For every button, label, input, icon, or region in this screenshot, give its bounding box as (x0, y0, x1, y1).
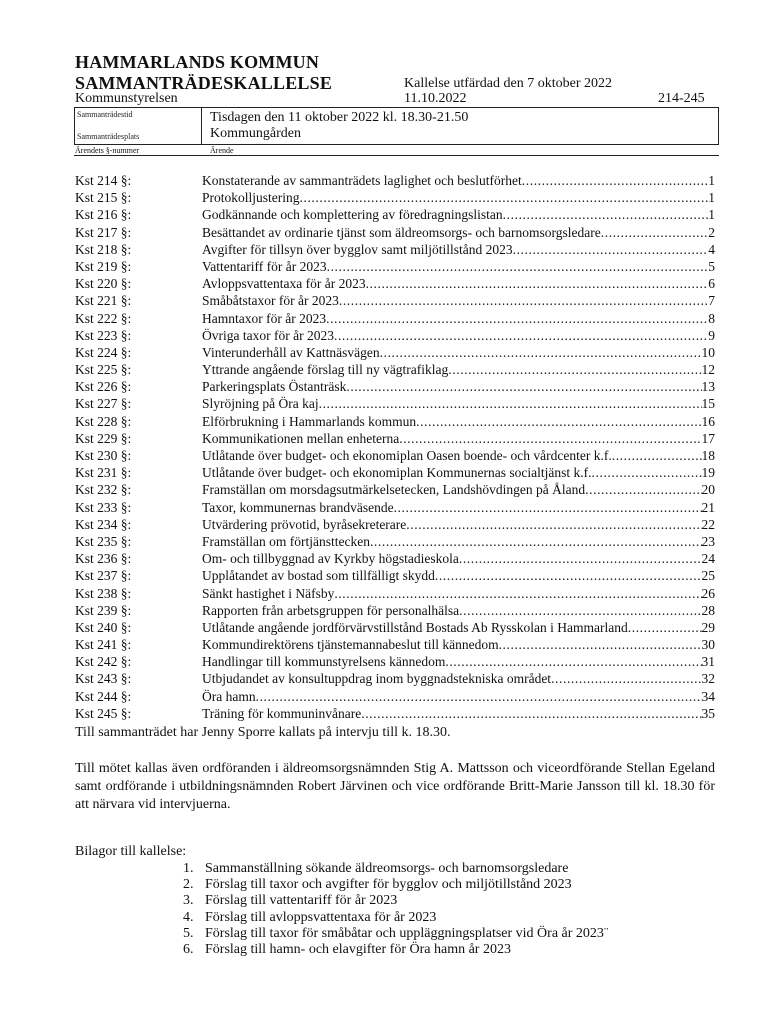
agenda-item-number: Kst 230 §: (75, 448, 132, 463)
agenda-item (75, 258, 715, 275)
leader-dots (435, 567, 702, 584)
agenda-item-title: Godkännande och komplettering av föredragningslistan (202, 207, 503, 223)
invited-note: Till mötet kallas även ordföranden i äldreomsorgsnämnden Stig A. Mattsson och viceordförande Stellan Egeland samt ordförande i utbildningsnämnden Robert Järvinen och vice ordförande Britt-Marie Jansson till kl. 18.30 för att närvara vid intervjuerna. (75, 761, 715, 812)
agenda-item (75, 395, 715, 412)
agenda-item-number: Kst 232 §: (75, 482, 132, 498)
agenda-item-entry (202, 499, 715, 516)
agenda-item-number: Kst 226 §: (75, 379, 132, 395)
attachment-number: 6. (183, 942, 194, 958)
agenda-item-number: Kst 225 §: (75, 362, 132, 378)
agenda-item-page: 21 (701, 499, 715, 515)
agenda-item-number: Kst 214 §: (75, 173, 132, 188)
agenda-item-number: Kst 242 §: (75, 654, 132, 670)
agenda-item-number: Kst 231 §: (75, 465, 132, 481)
leader-dots (406, 516, 701, 533)
agenda-item (75, 378, 715, 395)
agenda-item-entry (202, 533, 715, 550)
agenda-item (75, 533, 715, 550)
document-type: SAMMANTRÄDESKALLELSE (75, 73, 333, 93)
agenda-item-page: 1 (708, 207, 715, 223)
agenda-item (75, 567, 715, 584)
leader-dots (585, 481, 701, 498)
agenda-item-page: 4 (708, 241, 715, 257)
agenda-item-title: Handlingar till kommunstyrelsens kännedom (202, 654, 446, 670)
agenda-item-title: Framställan om förtjänsttecken (202, 533, 370, 549)
agenda-item-page: 18 (701, 448, 715, 463)
leader-dots (256, 688, 702, 705)
agenda-item-entry (202, 206, 715, 223)
agenda-item (75, 653, 715, 670)
leader-dots (370, 533, 702, 550)
agenda-item-entry (202, 292, 715, 309)
leader-dots (503, 206, 709, 223)
agenda-item-number: Kst 241 §: (75, 637, 132, 653)
leader-dots (366, 275, 709, 292)
agenda-item-entry (202, 670, 715, 687)
agenda-item-number: Kst 239 §: (75, 602, 132, 618)
agenda-item-title: Upplåtandet av bostad som tillfälligt skydd (202, 568, 435, 584)
agenda-item (75, 206, 715, 223)
interview-note: Till sammanträdet har Jenny Sporre kallats på intervju till k. 18.30. (75, 725, 451, 740)
agenda-item (75, 464, 715, 481)
leader-dots (394, 499, 702, 516)
attachment-text: Förslag till vattentariff för år 2023 (205, 893, 398, 909)
leader-dots (612, 447, 702, 464)
agenda-item-number: Kst 227 §: (75, 396, 132, 412)
agenda-item-entry (202, 361, 715, 378)
agenda-item-entry (202, 636, 715, 653)
agenda-item-number: Kst 243 §: (75, 671, 132, 687)
attachment-text: Förslag till taxor för småbåtar och uppläggningsplatser vid Öra år 2023¨ (205, 925, 609, 941)
agenda-item-entry (202, 602, 715, 619)
leader-dots (399, 430, 701, 447)
agenda-item-page: 22 (701, 516, 715, 532)
agenda-item (75, 499, 715, 516)
agenda-item (75, 550, 715, 567)
place-value: Kommungården (210, 126, 301, 141)
agenda-item-title: Kommundirektörens tjänstemannabeslut till kännedom (202, 637, 499, 653)
attachment-number: 4. (183, 909, 194, 925)
agenda-item-number: Kst 229 §: (75, 430, 132, 446)
agenda-item (75, 602, 715, 619)
agenda-item-title: Utlåtande över budget- och ekonomiplan Oasen boende- och vårdcenter k.f. (202, 448, 612, 463)
agenda-item-page: 12 (701, 362, 715, 378)
leader-dots (592, 464, 702, 481)
number-column-label: Ärendets §-nummer (75, 146, 140, 155)
agenda-item-number: Kst 235 §: (75, 533, 132, 549)
agenda-item-entry (202, 464, 715, 481)
agenda-item-number: Kst 223 §: (75, 327, 132, 343)
agenda-item-page: 23 (701, 533, 715, 549)
leader-dots (513, 241, 709, 258)
leader-dots (551, 670, 701, 687)
agenda-item-page: 25 (701, 568, 715, 584)
attachments-heading: Bilagor till kallelse: (75, 844, 187, 859)
agenda-item-page: 30 (701, 637, 715, 653)
agenda-item-entry (202, 310, 715, 327)
agenda-item-number: Kst 222 §: (75, 310, 132, 326)
agenda-item (75, 292, 715, 309)
agenda-item-entry (202, 619, 715, 636)
attachment-item (183, 893, 609, 909)
agenda-item-entry (202, 378, 715, 395)
agenda-item-title: Öra hamn (202, 688, 256, 704)
attachments-list (183, 861, 609, 958)
agenda-item-page: 20 (701, 482, 715, 498)
leader-dots (522, 172, 708, 189)
agenda-item-page: 19 (701, 465, 715, 481)
section-range: 214-245 (658, 91, 705, 106)
attachment-number: 1. (183, 861, 194, 876)
attachment-number: 2. (183, 877, 194, 893)
agenda-item-entry (202, 189, 715, 206)
agenda-item-page: 15 (701, 396, 715, 412)
leader-dots (459, 602, 701, 619)
agenda-item (75, 447, 715, 464)
agenda-item-page: 2 (708, 224, 715, 240)
agenda-item-page: 24 (701, 551, 715, 567)
agenda-item-number: Kst 236 §: (75, 551, 132, 567)
agenda-item-title: Yttrande angående förslag till ny vägtrafiklag (202, 362, 449, 378)
issued-date: Kallelse utfärdad den 7 oktober 2022 (404, 76, 612, 91)
agenda-item-page: 9 (708, 327, 715, 343)
agenda-item (75, 224, 715, 241)
agenda-item (75, 481, 715, 498)
agenda-item-page: 17 (701, 430, 715, 446)
agenda-item-entry (202, 241, 715, 258)
agenda-item-title: Slyröjning på Öra kaj (202, 396, 319, 412)
agenda-item-page: 28 (701, 602, 715, 618)
agenda-item-number: Kst 216 §: (75, 207, 132, 223)
time-value: Tisdagen den 11 oktober 2022 kl. 18.30-21.50 (210, 110, 469, 125)
agenda-item-entry (202, 258, 715, 275)
leader-dots (346, 378, 701, 395)
agenda-item-page: 13 (701, 379, 715, 395)
agenda-item-title: Avgifter för tillsyn över bygglov samt miljötillstånd 2023 (202, 241, 513, 257)
agenda-item (75, 172, 715, 189)
agenda-item (75, 275, 715, 292)
agenda-item-title: Kommunikationen mellan enheterna (202, 430, 400, 446)
agenda-item-entry (202, 327, 715, 344)
agenda-item (75, 241, 715, 258)
agenda-item-page: 7 (708, 293, 715, 309)
leader-dots (361, 705, 701, 722)
agenda-item-title: Protokolljustering (202, 190, 300, 206)
agenda-item-page: 16 (701, 413, 715, 429)
agenda-item-page: 26 (701, 585, 715, 601)
agenda-item-page: 32 (701, 671, 715, 687)
agenda-item-entry (202, 705, 715, 722)
agenda-item-number: Kst 245 §: (75, 705, 132, 721)
agenda-item-title: Avloppsvattentaxa för år 2023 (202, 276, 366, 292)
agenda-item-title: Utlåtande angående jordförvärvstillstånd Bostads Ab Rysskolan i Hammarland (202, 619, 628, 635)
leader-dots (448, 361, 701, 378)
leader-dots (445, 653, 701, 670)
leader-dots (416, 413, 701, 430)
agenda-item (75, 619, 715, 636)
agenda-item (75, 344, 715, 361)
agenda-item (75, 585, 715, 602)
agenda-item-page: 34 (701, 688, 715, 704)
agenda-item-number: Kst 237 §: (75, 568, 132, 584)
agenda-item-title: Rapporten från arbetsgruppen för personalhälsa (202, 602, 460, 618)
meeting-info-box (74, 107, 719, 145)
agenda-item (75, 636, 715, 653)
agenda-item-entry (202, 447, 715, 464)
attachment-item (183, 861, 609, 877)
agenda-item-page: 6 (708, 276, 715, 292)
agenda-item-entry (202, 172, 715, 189)
header-rule (74, 155, 719, 156)
attachment-item (183, 877, 609, 893)
agenda-item-title: Utlåtande över budget- och ekonomiplan Kommunernas socialtjänst k.f. (202, 465, 592, 481)
agenda-item-number: Kst 240 §: (75, 619, 132, 635)
agenda-item-number: Kst 219 §: (75, 258, 132, 274)
attachment-item (183, 926, 609, 942)
agenda-item-number: Kst 218 §: (75, 241, 132, 257)
agenda-item (75, 705, 715, 722)
agenda-item-page: 5 (708, 258, 715, 274)
agenda-item-title: Småbåtstaxor för år 2023 (202, 293, 339, 309)
agenda-item-entry (202, 481, 715, 498)
leader-dots (339, 292, 708, 309)
matter-column-label: Ärende (210, 146, 234, 155)
agenda-item-title: Om- och tillbyggnad av Kyrkby högstadieskola (202, 551, 459, 567)
agenda-item-entry (202, 567, 715, 584)
org-name: HAMMARLANDS KOMMUN (75, 52, 320, 72)
attachment-text: Sammanställning sökande äldreomsorgs- och barnomsorgsledare (205, 861, 569, 876)
agenda-item-entry (202, 585, 715, 602)
agenda-item-entry (202, 550, 715, 567)
meeting-date: 11.10.2022 (404, 91, 467, 106)
agenda-item-number: Kst 234 §: (75, 516, 132, 532)
agenda-item-page: 10 (701, 344, 715, 360)
agenda-list (75, 172, 715, 722)
agenda-item-title: Hamntaxor för år 2023 (202, 310, 327, 326)
agenda-item-title: Övriga taxor för år 2023 (202, 327, 334, 343)
agenda-item-number: Kst 233 §: (75, 499, 132, 515)
attachment-text: Förslag till hamn- och elavgifter för Öra hamn år 2023 (205, 942, 511, 958)
agenda-item-title: Framställan om morsdagsutmärkelsetecken, Landshövdingen på Åland (202, 482, 586, 498)
agenda-item-entry (202, 688, 715, 705)
agenda-item-page: 1 (708, 190, 715, 206)
leader-dots (334, 585, 701, 602)
agenda-item-number: Kst 228 §: (75, 413, 132, 429)
agenda-item-title: Utbjudandet av konsultuppdrag inom byggnadstekniska området (202, 671, 552, 687)
agenda-item (75, 688, 715, 705)
agenda-item-page: 35 (701, 705, 715, 721)
info-divider (201, 108, 202, 144)
agenda-item-number: Kst 217 §: (75, 224, 132, 240)
agenda-item-entry (202, 395, 715, 412)
agenda-item-title: Elförbrukning i Hammarlands kommun (202, 413, 417, 429)
agenda-item-number: Kst 220 §: (75, 276, 132, 292)
attachment-number: 3. (183, 893, 194, 909)
leader-dots (628, 619, 702, 636)
agenda-item-number: Kst 221 §: (75, 293, 132, 309)
agenda-item-title: Vinterunderhåll av Kattnäsvägen (202, 344, 380, 360)
leader-dots (334, 327, 708, 344)
leader-dots (300, 189, 709, 206)
agenda-item-entry (202, 516, 715, 533)
agenda-item-entry (202, 653, 715, 670)
agenda-item-entry (202, 224, 715, 241)
board-name: Kommunstyrelsen (75, 91, 178, 106)
agenda-item (75, 430, 715, 447)
leader-dots (601, 224, 708, 241)
agenda-item (75, 327, 715, 344)
agenda-item-title: Träning för kommuninvånare (202, 705, 362, 721)
agenda-item-title: Konstaterande av sammanträdets laglighet och beslutförhet (202, 173, 522, 188)
agenda-item-page: 1 (708, 173, 715, 188)
agenda-item-title: Vattentariff för år 2023 (202, 258, 327, 274)
agenda-item (75, 670, 715, 687)
agenda-item-entry (202, 275, 715, 292)
attachment-item (183, 942, 609, 958)
agenda-item-title: Taxor, kommunernas brandväsende (202, 499, 394, 515)
agenda-item-page: 8 (708, 310, 715, 326)
leader-dots (499, 636, 702, 653)
agenda-item (75, 361, 715, 378)
agenda-item-title: Parkeringsplats Östanträsk (202, 379, 347, 395)
agenda-item-title: Utvärdering prövotid, byråsekreterare (202, 516, 407, 532)
agenda-item-title: Sänkt hastighet i Näfsby (202, 585, 335, 601)
agenda-item-title: Besättandet av ordinarie tjänst som äldreomsorgs- och barnomsorgsledare (202, 224, 601, 240)
leader-dots (327, 258, 709, 275)
attachment-text: Förslag till taxor och avgifter för bygglov och miljötillstånd 2023 (205, 877, 572, 893)
agenda-item (75, 189, 715, 206)
leader-dots (459, 550, 702, 567)
agenda-item-number: Kst 224 §: (75, 344, 132, 360)
attachment-item (183, 910, 609, 926)
place-label: Sammanträdesplats (77, 132, 140, 141)
time-label: Sammanträdestid (77, 110, 133, 119)
agenda-item (75, 413, 715, 430)
attachment-text: Förslag till avloppsvattentaxa för år 2023 (205, 909, 437, 925)
attachment-number: 5. (183, 925, 194, 941)
agenda-item-entry (202, 413, 715, 430)
leader-dots (380, 344, 702, 361)
agenda-item-number: Kst 238 §: (75, 585, 132, 601)
agenda-item (75, 310, 715, 327)
agenda-item-page: 31 (701, 654, 715, 670)
agenda-item (75, 516, 715, 533)
agenda-item-entry (202, 430, 715, 447)
agenda-item-page: 29 (701, 619, 715, 635)
agenda-item-entry (202, 344, 715, 361)
agenda-item-number: Kst 215 §: (75, 190, 132, 206)
leader-dots (319, 395, 702, 412)
leader-dots (326, 310, 708, 327)
agenda-item-number: Kst 244 §: (75, 688, 132, 704)
